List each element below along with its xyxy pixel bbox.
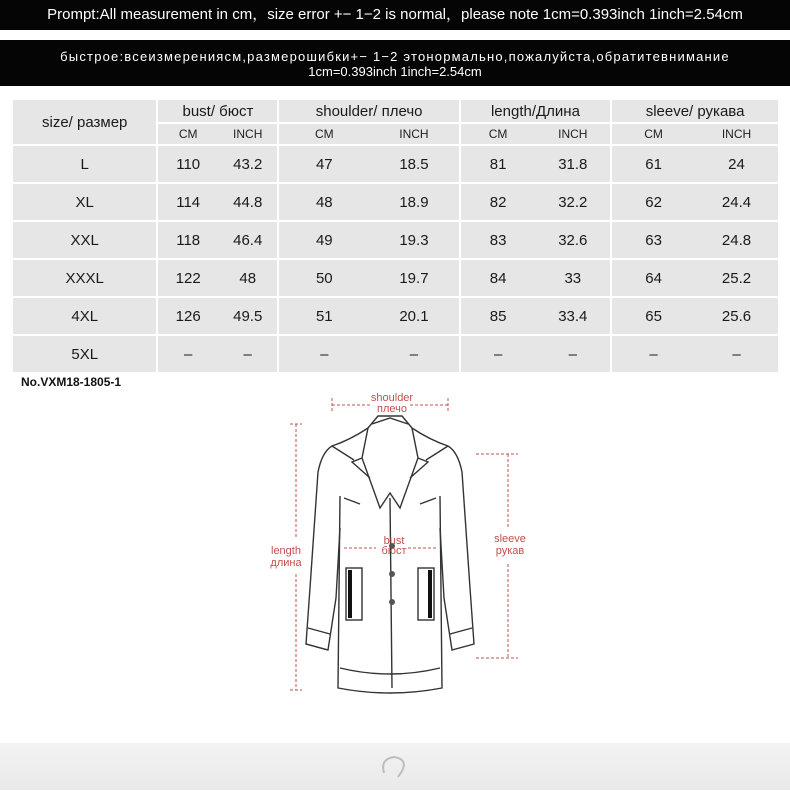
inch-value: – [568, 345, 577, 363]
unit-cm-label: CM [314, 127, 334, 141]
unit-inch-label: INCH [399, 127, 429, 141]
prompt-banner-en: Prompt:All measurement in cm，size error +− 1−2 is normal，please note 1cm=0.393inch 1inch=2.54cm [0, 0, 790, 30]
cm-value: 110 [176, 155, 201, 173]
measurement-cell [158, 298, 277, 334]
length-column-header: length/Длина [461, 100, 610, 122]
unit-cm-label: CM [178, 127, 198, 141]
hanger-strip [0, 743, 790, 790]
cm-value: 82 [489, 193, 507, 211]
cm-value: 50 [315, 269, 333, 287]
measurement-cell [461, 260, 610, 296]
inch-value: 46.4 [233, 231, 263, 249]
cm-value: 63 [645, 231, 662, 249]
coat-pockets [348, 570, 432, 618]
unit-header-cell [279, 124, 458, 144]
measurement-cell [158, 260, 277, 296]
size-table-body [13, 146, 778, 372]
cm-value: – [649, 345, 658, 363]
measurement-cell [158, 336, 277, 372]
unit-header-cell [158, 124, 277, 144]
measurement-cell [158, 184, 277, 220]
inch-value: 49.5 [233, 307, 263, 325]
inch-value: – [243, 345, 252, 363]
inch-value: 44.8 [233, 193, 263, 211]
shoulder-column-header: shoulder/ плечо [279, 100, 458, 122]
bust-column-header: bust/ бюст [158, 100, 277, 122]
cm-value: – [320, 345, 329, 363]
cm-value: 62 [645, 193, 662, 211]
length-label-ru: длина [270, 557, 302, 569]
inch-value: 18.5 [399, 155, 429, 173]
length-label: length [271, 545, 301, 557]
inch-value: 19.3 [399, 231, 429, 249]
measurement-cell [279, 184, 458, 220]
size-cell: XXL [13, 222, 156, 258]
size-cell: 4XL [13, 298, 156, 334]
unit-cm-label: CM [488, 127, 508, 141]
inch-value: 32.2 [558, 193, 588, 211]
inch-value: 33.4 [558, 307, 588, 325]
measurement-cell [158, 222, 277, 258]
sleeve-label-ru: рукав [495, 545, 525, 557]
measure-labels [270, 392, 525, 569]
inch-value: 48 [239, 269, 257, 287]
unit-inch-label: INCH [721, 127, 752, 141]
cm-value: 118 [176, 231, 201, 249]
size-chart-table [11, 98, 780, 374]
inch-value: 20.1 [399, 307, 429, 325]
table-row [13, 184, 778, 220]
table-row [13, 260, 778, 296]
cm-value: 61 [645, 155, 662, 173]
size-column-header: size/ размер [13, 100, 156, 144]
measurement-cell [461, 146, 610, 182]
cm-value: 51 [315, 307, 333, 325]
unit-header-cell [612, 124, 778, 144]
size-cell: XL [13, 184, 156, 220]
measurement-cell [279, 336, 458, 372]
measurement-cell [612, 298, 778, 334]
measurement-cell [461, 298, 610, 334]
coat-measurement-diagram [260, 388, 526, 708]
measurement-cell [612, 184, 778, 220]
cm-value: 65 [645, 307, 662, 325]
cm-value: 64 [645, 269, 662, 287]
sleeve-column-header: sleeve/ рукава [612, 100, 778, 122]
prompt-banner-ru-line2: 1cm=0.393inch 1inch=2.54cm [308, 64, 482, 79]
inch-value: 25.6 [721, 307, 752, 325]
cm-value: 126 [175, 307, 201, 325]
model-number: No.VXM18-1805-1 [21, 375, 122, 389]
inch-value: 18.9 [399, 193, 429, 211]
table-row [13, 146, 778, 182]
cm-value: 49 [315, 231, 333, 249]
cm-value: 122 [175, 269, 201, 287]
size-cell: 5XL [13, 336, 156, 372]
cm-value: – [493, 345, 503, 363]
inch-value: 33 [564, 269, 582, 287]
inch-value: 24.4 [721, 193, 752, 211]
measurement-cell [279, 222, 458, 258]
measurement-cell [461, 222, 610, 258]
cm-value: 47 [315, 155, 333, 173]
bust-label: bust [383, 535, 405, 547]
measurement-cell [158, 146, 277, 182]
inch-value: – [409, 345, 419, 363]
sleeve-label: sleeve [494, 533, 526, 545]
shoulder-label: shoulder [370, 392, 414, 404]
inch-value: 24.8 [721, 231, 752, 249]
shoulder-label-ru: плечо [377, 403, 407, 415]
measurement-cell [461, 184, 610, 220]
table-row [13, 336, 778, 372]
inch-value: 25.2 [721, 269, 752, 287]
cm-value: 81 [489, 155, 507, 173]
inch-value: 31.8 [558, 155, 588, 173]
cm-value: 85 [489, 307, 507, 325]
size-cell: L [13, 146, 156, 182]
cm-value: 84 [489, 269, 507, 287]
inch-value: 24 [728, 155, 745, 173]
inch-value: – [732, 345, 741, 363]
hanger-icon [0, 743, 790, 790]
measurement-cell [279, 146, 458, 182]
prompt-banner-ru [0, 40, 790, 86]
measurement-cell [279, 260, 458, 296]
size-cell: XXXL [13, 260, 156, 296]
prompt-banner-ru-line1: быстрое:всеизмерениясм,размерошибки+− 1−2 этонормально,пожалуйста,обратитевнимание [60, 49, 730, 64]
bust-label-ru: бюст [381, 545, 407, 557]
unit-inch-label: INCH [558, 127, 588, 141]
unit-header-cell [461, 124, 610, 144]
cm-value: – [184, 345, 193, 363]
table-row [13, 222, 778, 258]
cm-value: 83 [489, 231, 507, 249]
measurement-cell [612, 146, 778, 182]
cm-value: 48 [315, 193, 333, 211]
inch-value: 32.6 [558, 231, 588, 249]
measurement-cell [279, 298, 458, 334]
inch-value: 19.7 [399, 269, 429, 287]
unit-cm-label: CM [644, 127, 663, 141]
cm-value: 114 [176, 193, 201, 211]
table-row [13, 298, 778, 334]
measurement-cell [612, 336, 778, 372]
measurement-cell [461, 336, 610, 372]
inch-value: 43.2 [233, 155, 263, 173]
unit-inch-label: INCH [233, 127, 263, 141]
measurement-cell [612, 260, 778, 296]
measurement-cell [612, 222, 778, 258]
